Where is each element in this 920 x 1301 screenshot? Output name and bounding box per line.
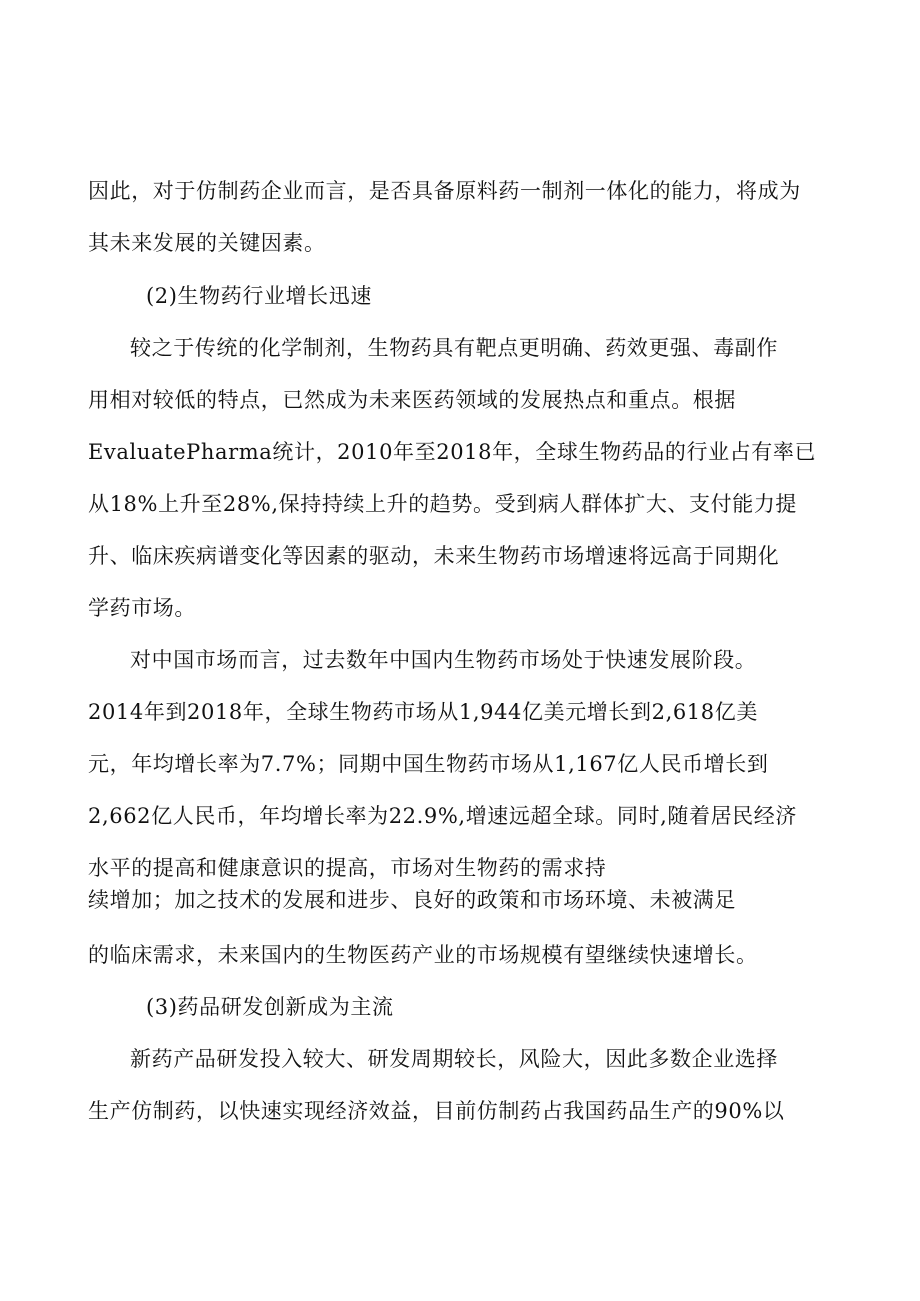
china-line-7: 的临床需求，未来国内的生物医药产业的市场规模有望继续快速增长。 [88, 943, 758, 967]
china-line-4: 2,662亿人民币，年均增长率为22.9%,增速远超全球。同时,随着居民经济 [88, 804, 797, 828]
section-heading-3: (3)药品研发创新成为主流 [146, 995, 394, 1019]
biologics-line-4: 从18%上升至28%,保持持续上升的趋势。受到病人群体扩大、支付能力提 [88, 492, 798, 516]
biologics-line-3: EvaluatePharma统计，2010年至2018年，全球生物药品的行业占有率已 [88, 440, 817, 464]
biologics-line-1: 较之于传统的化学制剂，生物药具有靶点更明确、药效更强、毒副作 [130, 336, 778, 360]
intro-line-1: 因此，对于仿制药企业而言，是否具备原料药一制剂一体化的能力，将成为 [88, 179, 801, 203]
china-line-6: 续增加；加之技术的发展和进步、良好的政策和市场环境、未被满足 [88, 888, 736, 912]
rnd-line-2: 生产仿制药，以快速实现经济效益，目前仿制药占我国药品生产的90%以 [88, 1099, 785, 1123]
china-line-5: 水平的提高和健康意识的提高，市场对生物药的需求持 [88, 856, 607, 880]
rnd-line-1: 新药产品研发投入较大、研发周期较长，风险大，因此多数企业选择 [130, 1047, 778, 1071]
biologics-line-6: 学药市场。 [88, 596, 196, 620]
section-heading-2: (2)生物药行业增长迅速 [146, 284, 372, 308]
intro-line-2: 其未来发展的关键因素。 [88, 231, 326, 255]
china-line-1: 对中国市场而言，过去数年中国内生物药市场处于快速发展阶段。 [130, 648, 757, 672]
china-line-3: 元，年均增长率为7.7%；同期中国生物药市场从1,167亿人民币增长到 [88, 752, 769, 776]
biologics-line-2: 用相对较低的特点，已然成为未来医药领域的发展热点和重点。根据 [88, 388, 736, 412]
biologics-line-5: 升、临床疾病谱变化等因素的驱动，未来生物药市场增速将远高于同期化 [88, 544, 780, 568]
china-line-2: 2014年到2018年，全球生物药市场从1,944亿美元增长到2,618亿美 [88, 700, 758, 724]
